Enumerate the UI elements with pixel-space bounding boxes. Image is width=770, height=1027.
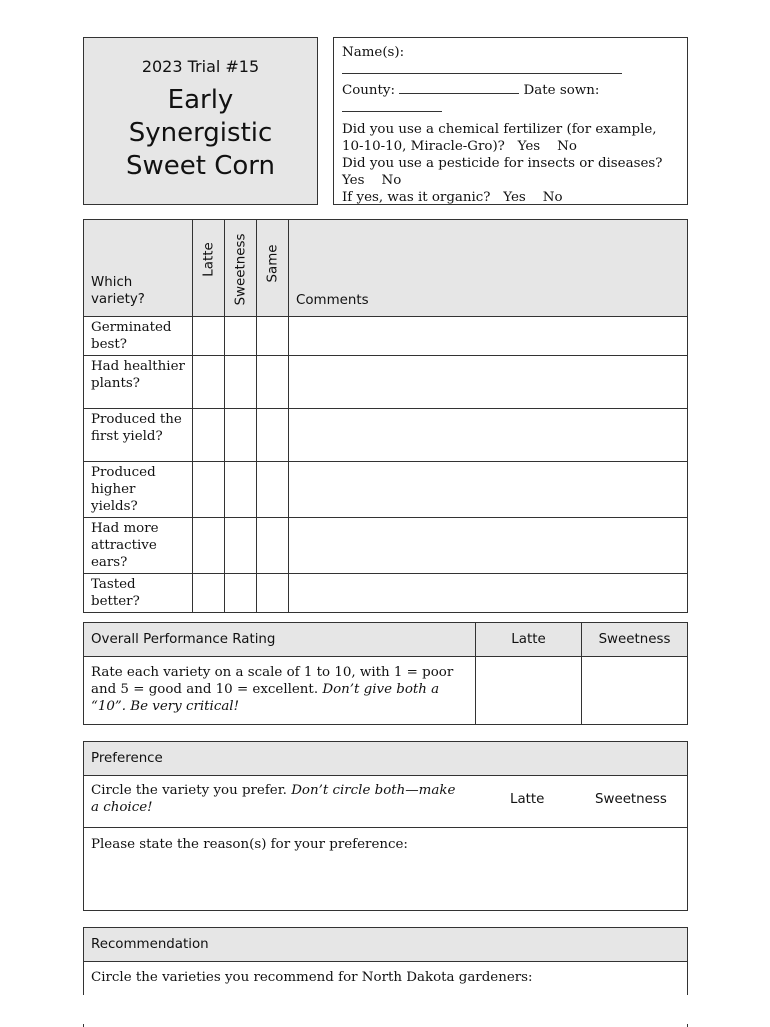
same-check-cell[interactable] bbox=[257, 317, 289, 356]
prefer-sweetness-option[interactable]: Sweetness bbox=[595, 792, 667, 807]
table-row bbox=[84, 574, 688, 613]
latte-check-cell[interactable] bbox=[193, 356, 225, 409]
pesticide-question bbox=[342, 155, 679, 189]
rating-instructions bbox=[84, 657, 476, 725]
preference-instructions-text: Circle the variety you prefer. bbox=[91, 783, 287, 798]
same-check-cell[interactable] bbox=[257, 356, 289, 409]
comment-cell[interactable] bbox=[289, 409, 688, 462]
table-row bbox=[84, 317, 688, 356]
question-cell: Had more attractive ears? bbox=[84, 518, 193, 574]
comment-cell[interactable] bbox=[289, 462, 688, 518]
latte-check-cell[interactable] bbox=[193, 518, 225, 574]
sweetness-check-cell[interactable] bbox=[225, 409, 257, 462]
question-cell: Had healthier plants? bbox=[84, 356, 193, 409]
rating-sweetness-header: Sweetness bbox=[582, 623, 688, 657]
title-line: Synergistic bbox=[128, 118, 273, 148]
recommendation-instructions: Circle the varieties you recommend for North Dakota gardeners: bbox=[91, 970, 533, 985]
same-check-cell[interactable] bbox=[257, 518, 289, 574]
table-row bbox=[84, 462, 688, 518]
fertilizer-question bbox=[342, 121, 679, 155]
same-check-cell[interactable] bbox=[257, 574, 289, 613]
info-box bbox=[333, 37, 688, 205]
pesticide-yes[interactable]: Yes bbox=[342, 173, 365, 188]
pesticide-question-text: Did you use a pesticide for insects or diseases? bbox=[342, 156, 663, 171]
latte-header-label: Latte bbox=[201, 242, 216, 277]
same-check-cell[interactable] bbox=[257, 462, 289, 518]
comment-cell[interactable] bbox=[289, 518, 688, 574]
organic-yes[interactable]: Yes bbox=[503, 190, 526, 205]
names-label: Name(s): bbox=[342, 45, 405, 60]
preference-reason-label: Please state the reason(s) for your preference: bbox=[91, 837, 408, 852]
preference-choice-row bbox=[84, 776, 687, 828]
rating-latte-header: Latte bbox=[476, 623, 582, 657]
table-row bbox=[84, 409, 688, 462]
question-cell: Produced the first yield? bbox=[84, 409, 193, 462]
latte-check-cell[interactable] bbox=[193, 317, 225, 356]
sweetness-check-cell[interactable] bbox=[225, 574, 257, 613]
prefer-latte-option[interactable]: Latte bbox=[510, 792, 545, 807]
pesticide-no[interactable]: No bbox=[381, 173, 402, 188]
question-cell: Germinated best? bbox=[84, 317, 193, 356]
rating-table bbox=[83, 622, 688, 725]
rating-header: Overall Performance Rating bbox=[84, 623, 476, 657]
preference-section bbox=[83, 741, 688, 911]
sweetness-rating-cell[interactable] bbox=[582, 657, 688, 725]
sweetness-check-cell[interactable] bbox=[225, 317, 257, 356]
sweetness-check-cell[interactable] bbox=[225, 462, 257, 518]
latte-rating-cell[interactable] bbox=[476, 657, 582, 725]
same-check-cell[interactable] bbox=[257, 409, 289, 462]
preference-instructions bbox=[84, 776, 464, 822]
same-column-header bbox=[257, 220, 289, 317]
date-sown-label: Date sown: bbox=[523, 83, 600, 98]
date-sown-field[interactable] bbox=[342, 99, 442, 112]
sweetness-column-header bbox=[225, 220, 257, 317]
comment-cell[interactable] bbox=[289, 317, 688, 356]
same-header-label: Same bbox=[265, 244, 280, 283]
title-box bbox=[83, 37, 318, 205]
table-row bbox=[84, 356, 688, 409]
comments-column-header: Comments bbox=[289, 220, 688, 317]
fertilizer-question-text: Did you use a chemical fertilizer (for example, 10-10-10, Miracle-Gro)? bbox=[342, 122, 657, 154]
which-variety-header: Which variety? bbox=[84, 220, 193, 317]
comment-cell[interactable] bbox=[289, 356, 688, 409]
rating-instructions-emphasis: Don’t give both a “10”. Be very critical! bbox=[91, 682, 440, 714]
latte-check-cell[interactable] bbox=[193, 462, 225, 518]
latte-column-header bbox=[193, 220, 225, 317]
sweetness-check-cell[interactable] bbox=[225, 356, 257, 409]
question-cell: Tasted better? bbox=[84, 574, 193, 613]
title-line: Sweet Corn bbox=[126, 151, 275, 181]
county-field[interactable] bbox=[399, 81, 519, 94]
comment-cell[interactable] bbox=[289, 574, 688, 613]
county-label: County: bbox=[342, 83, 396, 98]
organic-question-text: If yes, was it organic? bbox=[342, 190, 491, 205]
organic-question bbox=[342, 189, 679, 206]
title-line: Early bbox=[167, 85, 234, 115]
latte-check-cell[interactable] bbox=[193, 409, 225, 462]
comparison-table bbox=[83, 219, 688, 613]
sweetness-header-label: Sweetness bbox=[233, 233, 248, 306]
preference-instructions-emphasis: Don’t circle both—make a choice! bbox=[91, 783, 456, 815]
organic-no[interactable]: No bbox=[542, 190, 563, 205]
rating-instructions-text: Rate each variety on a scale of 1 to 10, with 1 = poor and 5 = good and 10 = excellent. bbox=[91, 665, 454, 697]
question-cell: Produced higher yields? bbox=[84, 462, 193, 518]
fertilizer-yes[interactable]: Yes bbox=[517, 139, 541, 154]
preference-header: Preference bbox=[84, 742, 687, 776]
recommendation-header: Recommendation bbox=[84, 928, 687, 962]
page-bottom-mask bbox=[0, 995, 770, 1024]
fertilizer-no[interactable]: No bbox=[557, 139, 577, 154]
page-title bbox=[84, 84, 317, 183]
latte-check-cell[interactable] bbox=[193, 574, 225, 613]
preference-reason-field[interactable] bbox=[84, 828, 687, 911]
sweetness-check-cell[interactable] bbox=[225, 518, 257, 574]
trial-label: 2023 Trial #15 bbox=[141, 57, 260, 76]
table-row bbox=[84, 518, 688, 574]
names-field[interactable] bbox=[342, 61, 622, 74]
